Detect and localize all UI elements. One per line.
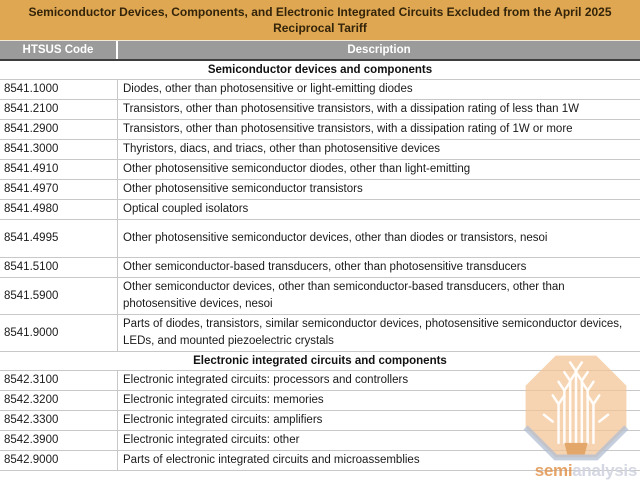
table-row [0,451,640,471]
description-cell: Other photosensitive semiconductor transistors [123,183,363,195]
description-cell: Optical coupled isolators [123,203,249,215]
wordmark-semi: semi [534,461,573,480]
table-row [0,120,640,140]
htsus-code-cell: 8541.3000 [0,140,118,159]
description-cell: Other semiconductor-based transducers, other than photosensitive transducers [123,261,527,273]
table-row [0,431,640,451]
htsus-code-cell: 8541.2100 [0,100,118,119]
table-row [0,371,640,391]
table-row [0,220,640,258]
description-cell: Electronic integrated circuits: amplifiers [123,414,323,426]
table-title: Semiconductor Devices, Components, and Electronic Integrated Circuits Excluded from the April 2025 Reciprocal Tariff [0,0,640,41]
section-header: Electronic integrated circuits and components [0,352,640,371]
description-cell: Other photosensitive semiconductor devices, other than diodes or transistors, nesoi [123,232,548,244]
htsus-code-cell: 8541.4995 [0,220,118,257]
table-row [0,160,640,180]
description-cell: Diodes, other than photosensitive or light-emitting diodes [123,83,413,95]
description-cell: Transistors, other than photosensitive transistors, with a dissipation rating of less than 1W [123,103,579,115]
table-row [0,315,640,352]
column-header-row [0,41,640,61]
htsus-code-cell: 8541.4970 [0,180,118,199]
description-cell: Electronic integrated circuits: memories [123,394,324,406]
htsus-code-cell: 8542.9000 [0,451,118,470]
section-header: Semiconductor devices and components [0,61,640,80]
table-row [0,391,640,411]
htsus-code-cell: 8542.3300 [0,411,118,430]
htsus-code-cell: 8541.9000 [0,315,118,351]
column-header-description: Description [347,44,411,56]
description-cell: Transistors, other than photosensitive transistors, with a dissipation rating of 1W or more [123,123,573,135]
table-body [0,61,640,471]
description-cell: Electronic integrated circuits: other [123,434,300,446]
table-row [0,140,640,160]
description-cell: Parts of diodes, transistors, similar semiconductor devices, photosensitive semiconductor devices, LEDs, and mounted piezoelectric crystals [123,318,623,347]
table-row [0,100,640,120]
table-row [0,258,640,278]
table-row [0,278,640,315]
description-cell: Electronic integrated circuits: processors and controllers [123,374,409,386]
htsus-code-cell: 8542.3900 [0,431,118,450]
description-cell: Thyristors, diacs, and triacs, other than photosensitive devices [123,143,441,155]
table-row [0,200,640,220]
htsus-code-cell: 8541.4980 [0,200,118,219]
htsus-code-cell: 8541.1000 [0,80,118,99]
column-header-htsus-code: HTSUS Code [0,41,118,59]
htsus-code-cell: 8542.3200 [0,391,118,410]
table-row [0,411,640,431]
htsus-code-cell: 8541.5100 [0,258,118,277]
htsus-code-cell: 8541.4910 [0,160,118,179]
wordmark-analysis: analysis [572,461,637,480]
htsus-code-cell: 8541.2900 [0,120,118,139]
table-row [0,80,640,100]
description-cell: Other semiconductor devices, other than semiconductor-based transducers, other than photosensitive devices, nesoi [123,281,565,310]
description-cell: Other photosensitive semiconductor diodes, other than light-emitting [123,163,471,175]
table-row [0,180,640,200]
htsus-code-cell: 8542.3100 [0,371,118,390]
description-cell: Parts of electronic integrated circuits and microassemblies [123,454,420,466]
htsus-code-cell: 8541.5900 [0,278,118,314]
